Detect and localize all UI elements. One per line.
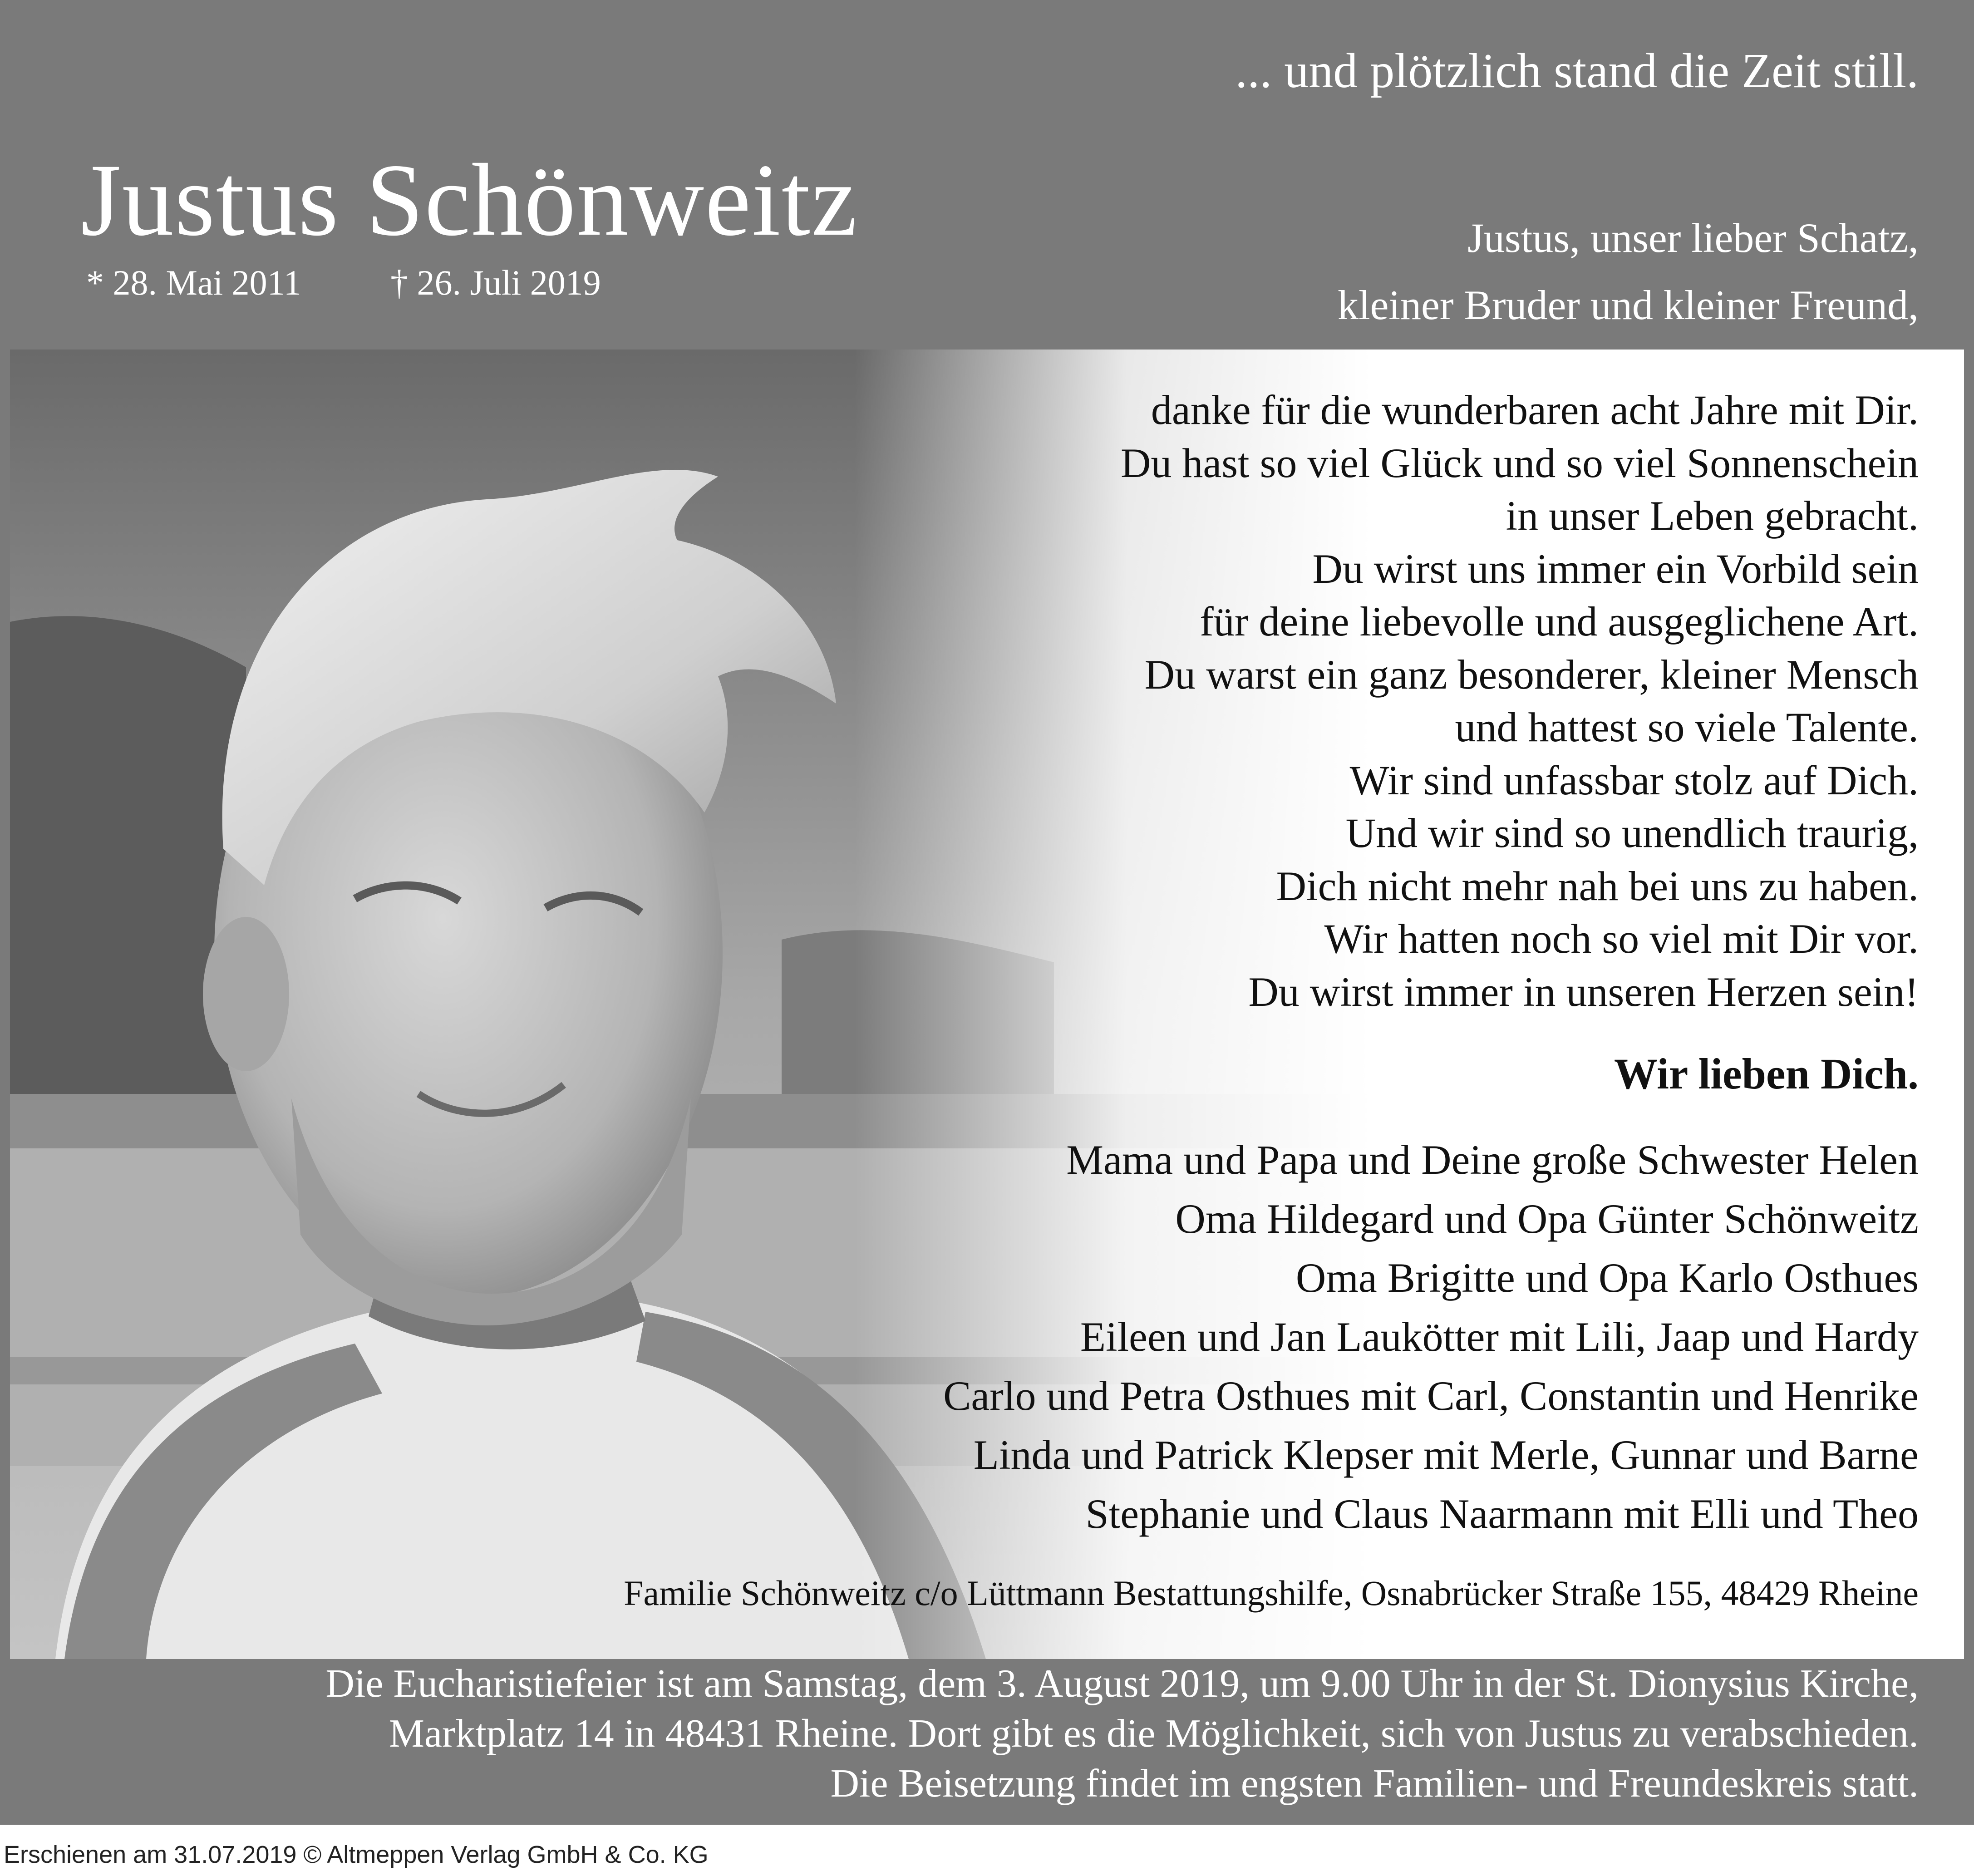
deceased-name: Justus Schönweitz (81, 143, 858, 257)
publication-footer: Erschienen am 31.07.2019 © Altmeppen Verlag GmbH & Co. KG (4, 1841, 709, 1868)
poem-line: Und wir sind so unendlich traurig, (1345, 810, 1919, 856)
family-member-line: Carlo und Petra Osthues mit Carl, Constantin und Henrike (943, 1373, 1919, 1419)
poem-line: danke für die wunderbaren acht Jahre mit Dir. (1151, 387, 1919, 433)
family-member-line: Oma Brigitte und Opa Karlo Osthues (1295, 1255, 1919, 1301)
intro-line: kleiner Bruder und kleiner Freund, (1338, 282, 1919, 328)
poem-line: in unser Leben gebracht. (1506, 492, 1919, 539)
poem-line: Du hast so viel Glück und so viel Sonnenschein (1120, 439, 1919, 486)
poem-line: Du wirst immer in unseren Herzen sein! (1248, 968, 1919, 1015)
poem-line: Wir hatten noch so viel mit Dir vor. (1324, 916, 1919, 962)
family-member-line: Stephanie und Claus Naarmann mit Elli und Theo (1085, 1491, 1919, 1537)
love-line: Wir lieben Dich. (1614, 1049, 1919, 1098)
poem-line: und hattest so viele Talente. (1455, 704, 1919, 750)
service-info (325, 1659, 1919, 1809)
service-line: Marktplatz 14 in 48431 Rheine. Dort gibt es die Möglichkeit, sich von Justus zu verabschieden. (389, 1712, 1919, 1756)
family-member-line: Eileen und Jan Laukötter mit Lili, Jaap und Hardy (1080, 1314, 1919, 1360)
intro-line: Justus, unser lieber Schatz, (1467, 215, 1919, 261)
family-list (943, 1130, 1919, 1543)
service-line: Die Beisetzung findet im engsten Familien- und Freundeskreis statt. (830, 1762, 1919, 1806)
poem-line: Du warst ein ganz besonderer, kleiner Mensch (1144, 651, 1919, 698)
poem-line: Du wirst uns immer ein Vorbild sein (1312, 545, 1919, 592)
poem-line: Wir sind unfassbar stolz auf Dich. (1349, 757, 1919, 803)
family-member-line: Oma Hildegard und Opa Günter Schönweitz (1175, 1196, 1919, 1242)
birth-date: * 28. Mai 2011 (86, 263, 301, 302)
family-member-line: Mama und Papa und Deine große Schwester Helen (1066, 1137, 1919, 1183)
intro-text (1338, 204, 1919, 339)
tagline: ... und plötzlich stand die Zeit still. (1235, 44, 1919, 98)
service-line: Die Eucharistiefeier ist am Samstag, dem 3. August 2019, um 9.00 Uhr in der St. Dionysius Kirche, (325, 1662, 1919, 1706)
poem-line: Dich nicht mehr nah bei uns zu haben. (1276, 862, 1919, 909)
contact-address: Familie Schönweitz c/o Lüttmann Bestattungshilfe, Osnabrücker Straße 155, 48429 Rheine (624, 1573, 1919, 1613)
death-date: † 26. Juli 2019 (390, 263, 601, 302)
poem (1121, 384, 1919, 1018)
poem-line: für deine liebevolle und ausgeglichene Art. (1200, 598, 1919, 645)
family-member-line: Linda und Patrick Klepser mit Merle, Gunnar und Barne (973, 1432, 1919, 1478)
